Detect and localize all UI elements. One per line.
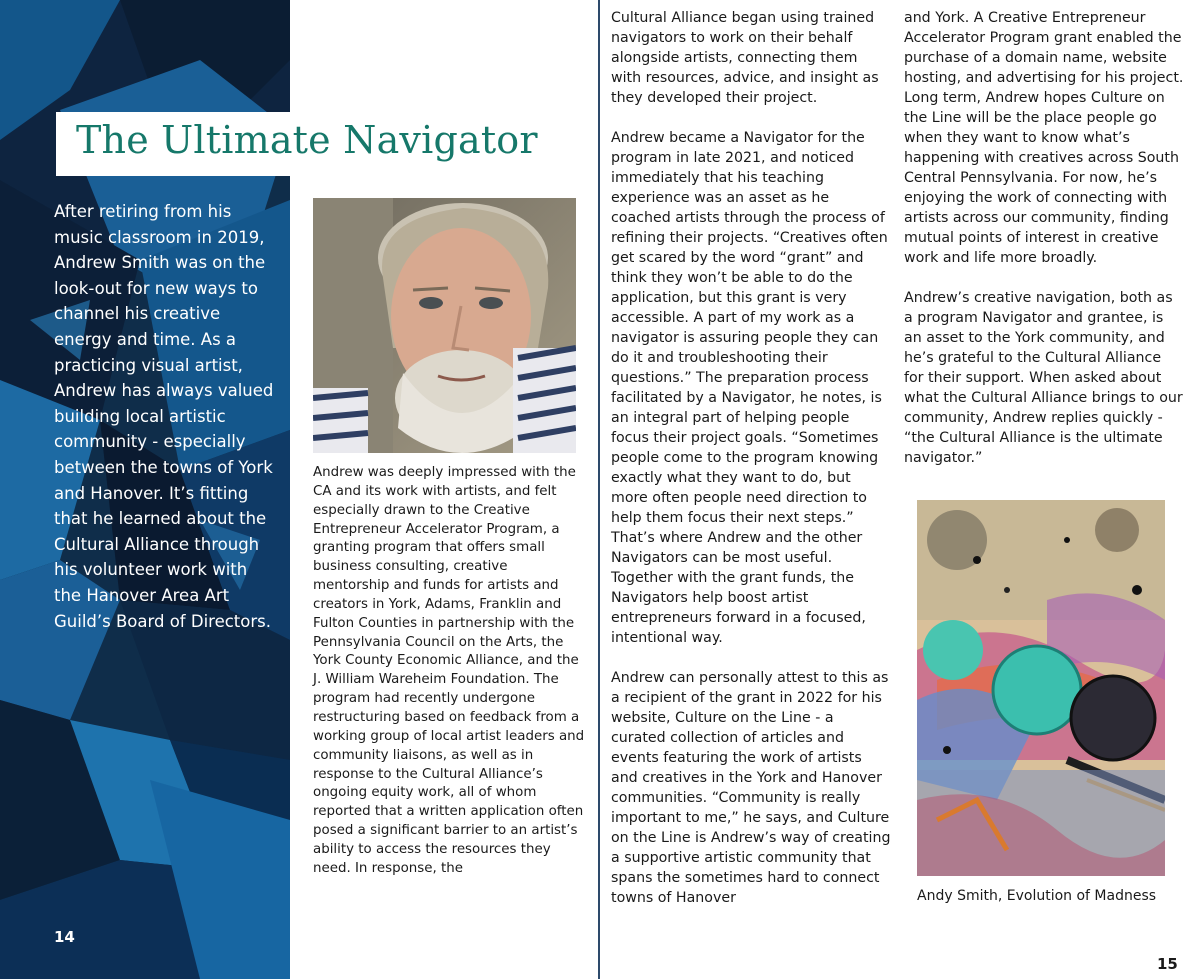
column-2-paragraph-1: Cultural Alliance began using trained navigators to work on their behalf alongside artists, connecting them with resources, advice, and insight as they developed their project. (611, 10, 879, 106)
page-number-left: 14 (54, 928, 75, 946)
painting-caption: Andy Smith, Evolution of Madness (917, 888, 1157, 904)
portrait-photo (313, 198, 576, 453)
abstract-painting (917, 500, 1165, 876)
left-page (0, 0, 598, 979)
article-title: The Ultimate Navigator (76, 118, 538, 162)
portrait-illustration (313, 198, 576, 453)
page-number-right: 15 (1157, 955, 1178, 973)
title-box (56, 112, 558, 176)
column-1 (313, 464, 585, 879)
column-2-paragraph-2: Andrew became a Navigator for the program in late 2021, and noticed immediately that his teaching experience was an asset as he coached artists through the process of refining their projects. “Creatives often get scared by the word “grant” and think they won’t be able to do the application, but this grant is very accessible. A part of my work as a navigator is assuring people they can do it and troubleshooting their questions.” The preparation process facilitated by a Navigator, he notes, is an integral part of helping people focus their project goals. “Sometimes people come to the program knowing exactly what they want to do, but more often people need direction to help them focus their next steps.” That’s where Andrew and the other Navigators can be most useful. Together with the grant funds, the Navigators help boost artist entrepreneurs forward in a focused, intentional way. (611, 130, 888, 646)
intro-text: After retiring from his music classroom in 2019, Andrew Smith was on the look-out for new ways to channel his creative energy and time. As a practicing visual artist, Andrew has always valued building local artistic community - especially between the towns of York and Hanover. It’s fitting that he learned about the Cultural Alliance through his volunteer work with the Hanover Area Art Guild’s Board of Directors. (54, 202, 274, 631)
column-3 (904, 8, 1184, 468)
painting-image (917, 500, 1165, 876)
column-1-paragraph: Andrew was deeply impressed with the CA and its work with artists, and felt especially drawn to the Creative Entrepreneur Accelerator Program, a granting program that offers small business consulting, creative mentorship and funds for artists and creators in York, Adams, Franklin and Fulton Counties in partnership with the Pennsylvania Council on the Arts, the York County Economic Alliance, and the J. William Wareheim Foundation. The program had recently undergone restructuring based on feedback from a working group of local artist leaders and community liaisons, as well as in response to the Cultural Alliance’s ongoing equity work, all of whom reported that a written application often posed a significant barrier to an artist’s ability to access the resources they need. In response, the (313, 465, 585, 876)
page-divider (598, 0, 600, 979)
column-2-paragraph-3: Andrew can personally attest to this as a recipient of the grant in 2022 for his website, Culture on the Line - a curated collection of articles and events featuring the work of artists and creatives in the York and Hanover communities. “Community is really important to me,” he says, and Culture on the Line is Andrew’s way of creating a supportive artistic community that spans the sometimes hard to connect towns of Hanover (611, 670, 891, 906)
column-3-paragraph-2: Andrew’s creative navigation, both as a program Navigator and grantee, is an asset to the York community, and he’s grateful to the Cultural Alliance for their support. When asked about what the Cultural Alliance brings to our community, Andrew replies quickly - “the Cultural Alliance is the ultimate navigator.” (904, 290, 1183, 466)
column-3-paragraph-1: and York. A Creative Entrepreneur Accelerator Program grant enabled the purchase of a domain name, website hosting, and advertising for his project. Long term, Andrew hopes Culture on the Line will be the place people go when they want to know what’s happening with creatives across South Central Pennsylvania. For now, he’s enjoying the work of connecting with artists across our community, finding mutual points of interest in creative work and life more broadly. (904, 10, 1184, 266)
column-2 (611, 8, 891, 908)
